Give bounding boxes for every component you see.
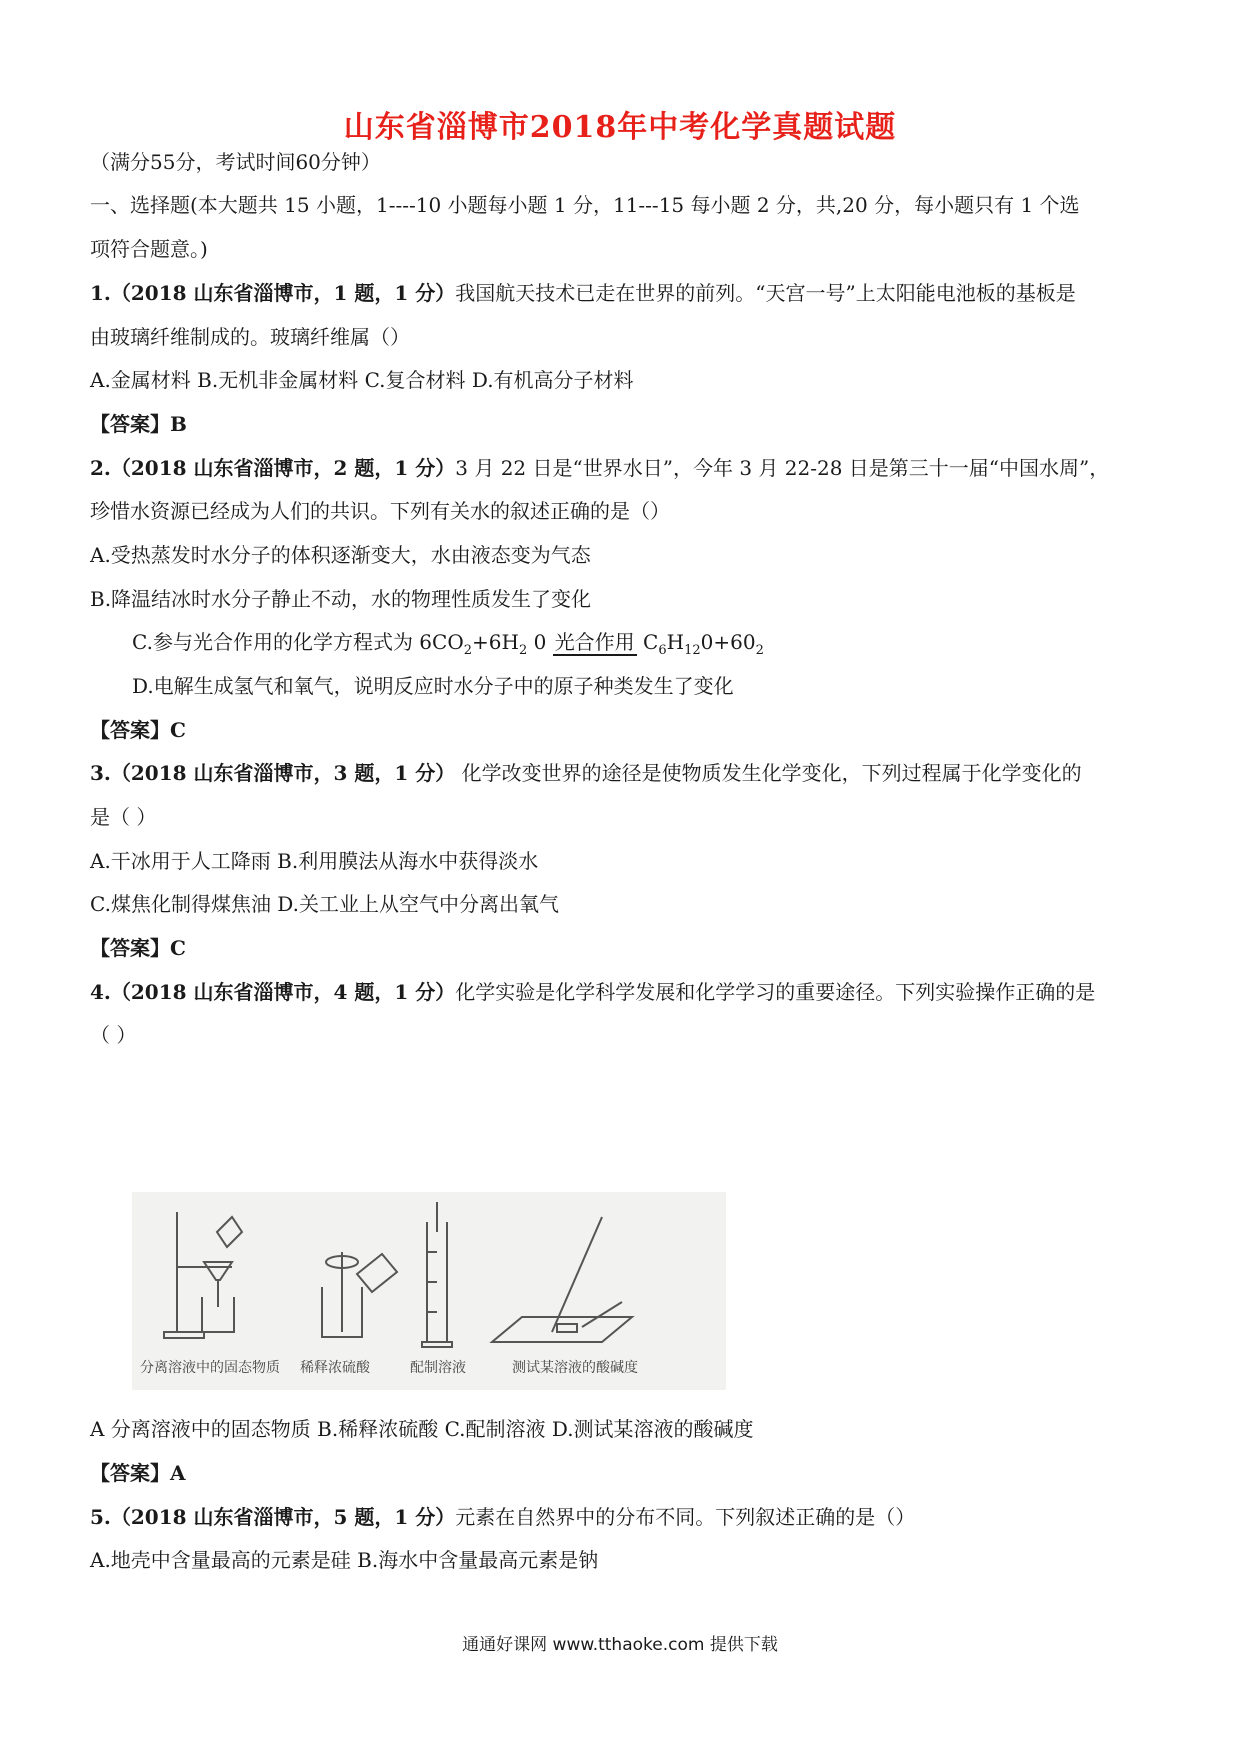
q4-text2: （ ） (90, 1023, 137, 1047)
lab-operations-figure (132, 1192, 726, 1390)
q2-text2: 珍惜水资源已经成为人们的共识。下列有关水的叙述正确的是（） (90, 499, 670, 523)
q3-options-1: A.干冰用于人工降雨 B.利用膜法从海水中获得淡水 (90, 849, 539, 873)
q5-heading: 5.（2018 山东省淄博市，5 题，1 分） (90, 1505, 456, 1529)
q1-answer: 【答案】B (90, 412, 187, 436)
q2-option-c: C.参与光合作用的化学方程式为 $6CO_2+6H_2$ 0 光合作用 $C_6H_{12}0+60_2$ (132, 630, 764, 658)
figure-label-d: 测试某溶液的酸碱度 (512, 1360, 638, 1376)
q1-options: A.金属材料 B.无机非金属材料 C.复合材料 D.有机高分子材料 (90, 368, 634, 392)
q1-heading: 1.（2018 山东省淄博市，1 题，1 分） (90, 281, 456, 305)
q3-text2: 是（ ） (90, 805, 157, 829)
q3-answer: 【答案】C (90, 936, 186, 960)
q3-options-2: C.煤焦化制得煤焦油 D.关工业上从空气中分离出氧气 (90, 892, 559, 916)
q1-text2: 由玻璃纤维制成的。玻璃纤维属（） (90, 325, 410, 349)
section-instructions-line1: 一、选择题(本大题共 15 小题，1----10 小题每小题 1 分，11---15 每小题 2 分，共,20 分，每小题只有 1 个选 (90, 193, 1080, 217)
q3-line1 (90, 759, 1082, 787)
q4-text1: 化学实验是化学科学发展和化学学习的重要途径。下列实验操作正确的是 (455, 980, 1096, 1004)
exam-meta: （满分55分，考试时间60分钟） (90, 150, 381, 174)
q4-options: A 分离溶液中的固态物质 B.稀释浓硫酸 C.配制溶液 D.测试某溶液的酸碱度 (90, 1417, 754, 1441)
q2-option-b: B.降温结冰时水分子静止不动，水的物理性质发生了变化 (90, 587, 592, 611)
q2-option-a: A.受热蒸发时水分子的体积逐渐变大，水由液态变为气态 (90, 543, 591, 567)
q5-text1: 元素在自然界中的分布不同。下列叙述正确的是（） (455, 1505, 916, 1529)
q2-heading: 2.（2018 山东省淄博市，2 题，1 分） (90, 456, 456, 480)
q1-text1: 我国航天技术已走在世界的前列。“天宫一号”上太阳能电池板的基板是 (455, 281, 1076, 305)
q4-line1 (90, 978, 1095, 1006)
q3-heading: 3.（2018 山东省淄博市，3 题，1 分） (90, 761, 456, 785)
q2-option-d: D.电解生成氢气和氧气，说明反应时水分子中的原子种类发生了变化 (132, 674, 734, 698)
figure-label-a: 分离溶液中的固态物质 (140, 1360, 280, 1376)
section-instructions-line2: 项符合题意。) (90, 237, 208, 261)
q2-answer: 【答案】C (90, 718, 186, 742)
figure-label-c: 配制溶液 (410, 1360, 466, 1376)
q4-heading: 4.（2018 山东省淄博市，4 题，1 分） (90, 980, 456, 1004)
q5-options-1: A.地壳中含量最高的元素是硅 B.海水中含量最高元素是钠 (90, 1548, 599, 1572)
q5-line1 (90, 1503, 915, 1531)
page-footer: 通通好课网 www.tthaoke.com 提供下载 (462, 1635, 778, 1655)
lab-apparatus-illustration (132, 1192, 726, 1390)
q4-answer: 【答案】A (90, 1461, 186, 1485)
q3-text1: 化学改变世界的途径是使物质发生化学变化，下列过程属于化学变化的 (455, 761, 1082, 785)
q1-line1 (90, 279, 1076, 307)
q2-line1 (90, 454, 1109, 482)
q2-text1: 3 月 22 日是“世界水日”，今年 3 月 22-28 日是第三十一届“中国水周”， (455, 456, 1110, 480)
figure-label-b: 稀释浓硫酸 (300, 1360, 370, 1376)
reaction-condition: 光合作用 (554, 630, 635, 654)
page-title: 山东省淄博市2018年中考化学真题试题 (343, 110, 897, 145)
